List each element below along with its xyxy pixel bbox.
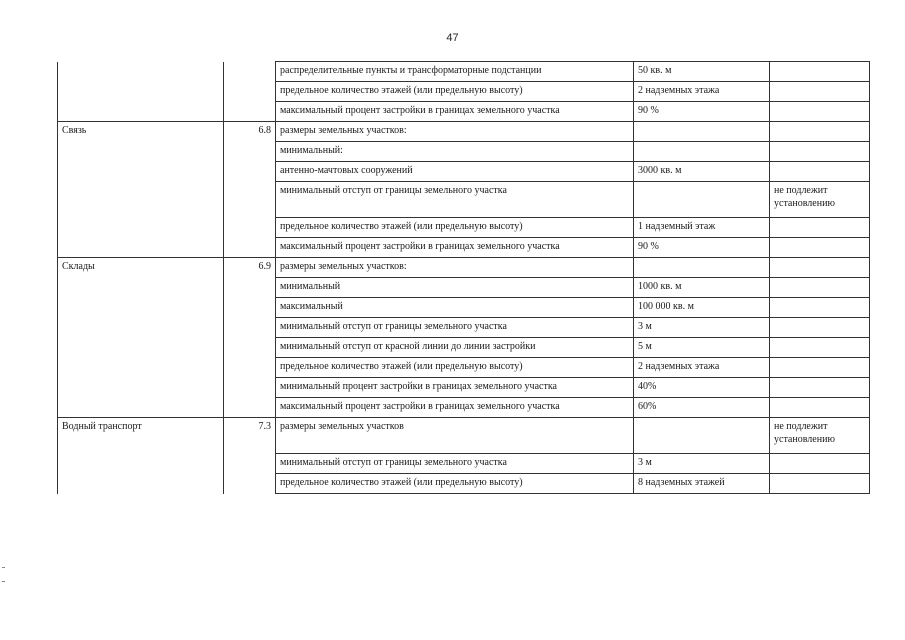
value-cell-text: 5 м [638, 341, 652, 352]
use-cell [58, 338, 224, 358]
use-cell [58, 238, 224, 258]
value-cell [634, 298, 770, 318]
note-cell [770, 454, 870, 474]
code-cell [224, 122, 276, 142]
parameter-cell [276, 142, 634, 162]
value-cell [634, 418, 770, 454]
parameter-cell [276, 398, 634, 418]
note-cell [770, 122, 870, 142]
use-cell-text: Водный транспорт [62, 421, 142, 432]
parameter-cell-text: размеры земельных участков: [280, 125, 407, 136]
code-cell-text: 6.9 [258, 261, 271, 272]
note-cell [770, 182, 870, 218]
regulations-table [57, 61, 870, 494]
code-cell-text: 7.3 [258, 421, 271, 432]
value-cell [634, 338, 770, 358]
use-cell [58, 398, 224, 418]
table-row [58, 398, 870, 418]
value-cell [634, 474, 770, 494]
code-cell [224, 82, 276, 102]
code-cell [224, 218, 276, 238]
value-cell [634, 258, 770, 278]
use-cell [58, 142, 224, 162]
note-cell-text: не подлежит установлению [774, 421, 835, 445]
parameter-cell-text: максимальный процент застройки в границах земельного участка [280, 241, 560, 252]
parameter-cell-text: предельное количество этажей (или предельную высоту) [280, 221, 523, 232]
parameter-cell-text: размеры земельных участков [280, 421, 404, 432]
parameter-cell-text: максимальный [280, 301, 343, 312]
table-row [58, 278, 870, 298]
note-cell [770, 398, 870, 418]
note-cell [770, 218, 870, 238]
table-row [58, 62, 870, 82]
value-cell-text: 3 м [638, 321, 652, 332]
parameter-cell-text: предельное количество этажей (или предельную высоту) [280, 361, 523, 372]
value-cell [634, 218, 770, 238]
table-row [58, 378, 870, 398]
table-row [58, 182, 870, 218]
value-cell [634, 398, 770, 418]
scan-mark [2, 581, 5, 582]
value-cell-text: 2 надземных этажа [638, 361, 720, 372]
use-cell [58, 62, 224, 82]
use-cell-text: Связь [62, 125, 87, 136]
note-cell [770, 238, 870, 258]
parameter-cell [276, 338, 634, 358]
parameter-cell [276, 102, 634, 122]
value-cell [634, 182, 770, 218]
parameter-cell-text: антенно-мачтовых сооружений [280, 165, 413, 176]
parameter-cell [276, 318, 634, 338]
use-cell [58, 474, 224, 494]
table-row [58, 418, 870, 454]
value-cell [634, 278, 770, 298]
use-cell [58, 218, 224, 238]
code-cell [224, 258, 276, 278]
parameter-cell-text: минимальный отступ от границы земельного участка [280, 185, 507, 196]
scan-mark [2, 567, 5, 568]
parameter-cell [276, 298, 634, 318]
value-cell-text: 90 % [638, 105, 659, 116]
use-cell [58, 122, 224, 142]
table-row [58, 338, 870, 358]
code-cell [224, 142, 276, 162]
table-row [58, 142, 870, 162]
parameter-cell [276, 122, 634, 142]
parameter-cell-text: предельное количество этажей (или предельную высоту) [280, 85, 523, 96]
note-cell [770, 358, 870, 378]
value-cell [634, 62, 770, 82]
parameter-cell-text: минимальный [280, 281, 341, 292]
value-cell-text: 50 кв. м [638, 65, 672, 76]
parameter-cell [276, 82, 634, 102]
code-cell [224, 62, 276, 82]
value-cell-text: 1000 кв. м [638, 281, 682, 292]
value-cell-text: 3000 кв. м [638, 165, 682, 176]
code-cell [224, 162, 276, 182]
note-cell [770, 162, 870, 182]
value-cell-text: 90 % [638, 241, 659, 252]
code-cell [224, 182, 276, 218]
code-cell [224, 298, 276, 318]
table-row [58, 358, 870, 378]
use-cell [58, 318, 224, 338]
note-cell [770, 338, 870, 358]
table-row [58, 258, 870, 278]
value-cell [634, 142, 770, 162]
value-cell-text: 60% [638, 401, 657, 412]
note-cell [770, 102, 870, 122]
table-row [58, 454, 870, 474]
code-cell-text: 6.8 [258, 125, 271, 136]
code-cell [224, 318, 276, 338]
value-cell-text: 2 надземных этажа [638, 85, 720, 96]
value-cell [634, 454, 770, 474]
code-cell [224, 454, 276, 474]
value-cell [634, 82, 770, 102]
use-cell [58, 278, 224, 298]
use-cell [58, 298, 224, 318]
code-cell [224, 358, 276, 378]
parameter-cell [276, 358, 634, 378]
regulations-table-container [57, 61, 869, 494]
note-cell [770, 278, 870, 298]
table-row [58, 122, 870, 142]
use-cell [58, 102, 224, 122]
note-cell-text: не подлежит установлению [774, 185, 835, 209]
code-cell [224, 102, 276, 122]
parameter-cell-text: размеры земельных участков: [280, 261, 407, 272]
parameter-cell-text: минимальный отступ от красной линии до линии застройки [280, 341, 536, 352]
value-cell [634, 378, 770, 398]
parameter-cell [276, 182, 634, 218]
code-cell [224, 338, 276, 358]
regulations-table-body [58, 62, 870, 494]
use-cell [58, 182, 224, 218]
parameter-cell-text: минимальный: [280, 145, 343, 156]
code-cell [224, 378, 276, 398]
table-row [58, 298, 870, 318]
use-cell [58, 358, 224, 378]
table-row [58, 218, 870, 238]
note-cell [770, 474, 870, 494]
note-cell [770, 318, 870, 338]
parameter-cell-text: максимальный процент застройки в границах земельного участка [280, 401, 560, 412]
note-cell [770, 418, 870, 454]
table-row [58, 102, 870, 122]
value-cell [634, 122, 770, 142]
parameter-cell [276, 218, 634, 238]
parameter-cell [276, 454, 634, 474]
code-cell [224, 474, 276, 494]
parameter-cell [276, 378, 634, 398]
table-row [58, 82, 870, 102]
code-cell [224, 398, 276, 418]
parameter-cell-text: максимальный процент застройки в границах земельного участка [280, 105, 560, 116]
code-cell [224, 238, 276, 258]
value-cell [634, 102, 770, 122]
parameter-cell [276, 258, 634, 278]
note-cell [770, 378, 870, 398]
value-cell [634, 358, 770, 378]
use-cell-text: Склады [62, 261, 95, 272]
value-cell [634, 318, 770, 338]
parameter-cell-text: минимальный отступ от границы земельного участка [280, 321, 507, 332]
value-cell [634, 162, 770, 182]
parameter-cell [276, 162, 634, 182]
note-cell [770, 298, 870, 318]
parameter-cell [276, 278, 634, 298]
value-cell-text: 1 надземный этаж [638, 221, 716, 232]
value-cell [634, 238, 770, 258]
parameter-cell [276, 62, 634, 82]
table-row [58, 474, 870, 494]
parameter-cell-text: минимальный отступ от границы земельного участка [280, 457, 507, 468]
parameter-cell [276, 418, 634, 454]
code-cell [224, 418, 276, 454]
use-cell [58, 378, 224, 398]
use-cell [58, 162, 224, 182]
use-cell [58, 418, 224, 454]
parameter-cell [276, 238, 634, 258]
value-cell-text: 100 000 кв. м [638, 301, 694, 312]
note-cell [770, 62, 870, 82]
use-cell [58, 82, 224, 102]
parameter-cell-text: предельное количество этажей (или предельную высоту) [280, 477, 523, 488]
table-row [58, 238, 870, 258]
value-cell-text: 8 надземных этажей [638, 477, 725, 488]
table-row [58, 162, 870, 182]
note-cell [770, 82, 870, 102]
use-cell [58, 454, 224, 474]
use-cell [58, 258, 224, 278]
parameter-cell-text: распределительные пункты и трансформаторные подстанции [280, 65, 542, 76]
note-cell [770, 258, 870, 278]
table-row [58, 318, 870, 338]
value-cell-text: 40% [638, 381, 657, 392]
value-cell-text: 3 м [638, 457, 652, 468]
note-cell [770, 142, 870, 162]
code-cell [224, 278, 276, 298]
parameter-cell-text: минимальный процент застройки в границах земельного участка [280, 381, 557, 392]
page-number: 47 [446, 32, 459, 44]
parameter-cell [276, 474, 634, 494]
